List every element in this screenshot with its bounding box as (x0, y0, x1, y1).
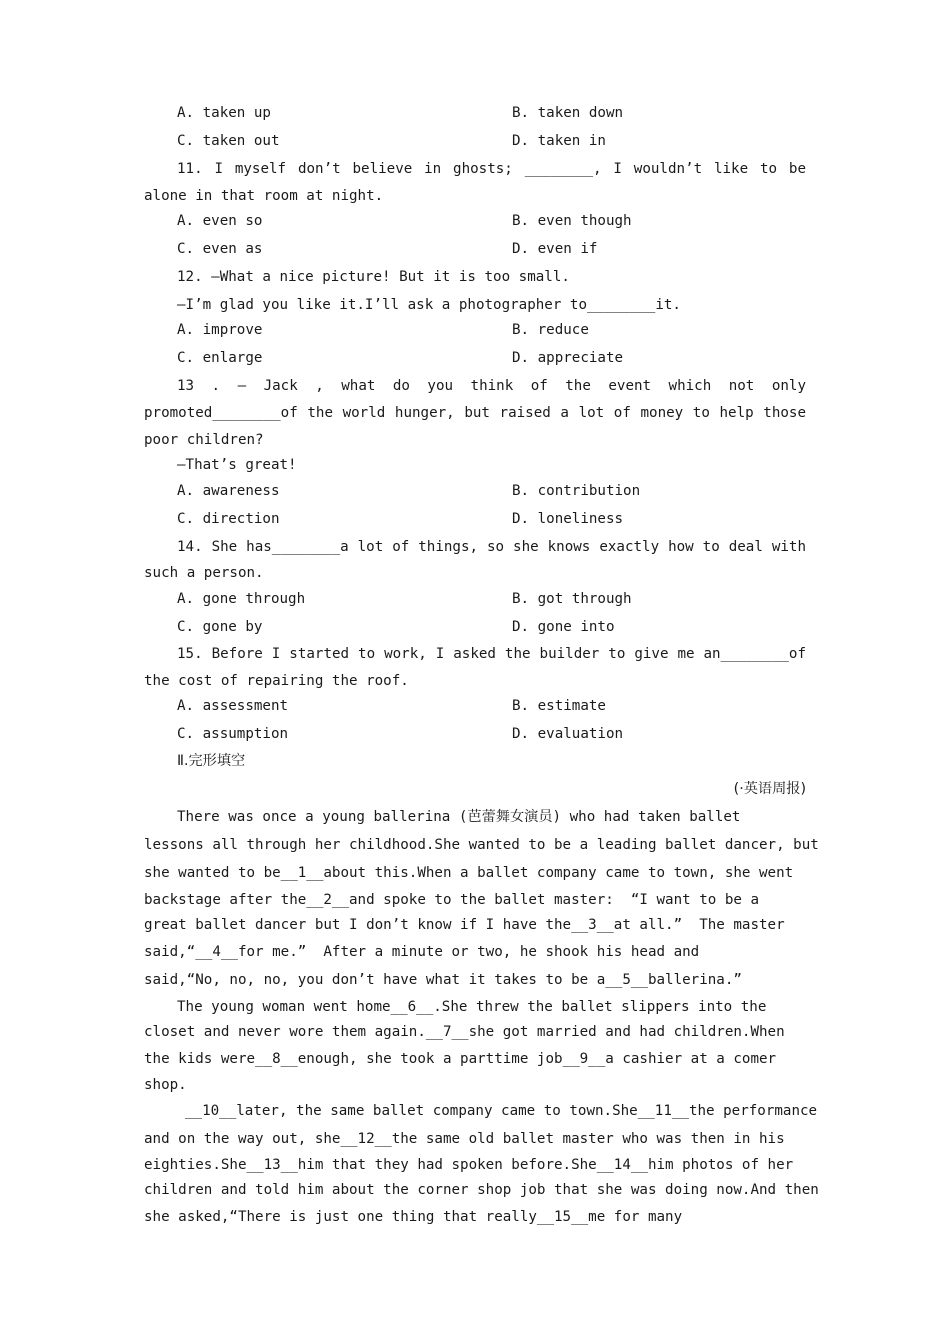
section-heading: Ⅱ.完形填空 (177, 753, 246, 769)
passage-line: shop. (144, 1077, 187, 1093)
q12-stem: 12. —What a nice picture! But it is too small. (177, 269, 570, 285)
passage-line: children and told him about the corner shop job that she was doing now.And then (144, 1182, 819, 1198)
q11-stem: 11. I myself don’t believe in ghosts; ________, I wouldn’t like to be (177, 161, 806, 177)
q15-option-c: C. assumption (177, 726, 289, 742)
q15-stem: 15. Before I started to work, I asked the builder to give me an________of (177, 646, 806, 662)
q13-reply: —That’s great! (177, 457, 297, 473)
q11-option-a: A. even so (177, 213, 263, 229)
q14-option-a: A. gone through (177, 591, 306, 607)
q10-option-c: C. taken out (177, 133, 280, 149)
passage-line: said,“No, no, no, you don’t have what it takes to be a__5__ballerina.” (144, 972, 742, 988)
q10-option-b: B. taken down (512, 105, 624, 121)
passage-line: great ballet dancer but I don’t know if I have the__3__at all.” The master (144, 917, 785, 933)
q13-option-d: D. loneliness (512, 511, 624, 527)
q10-option-d: D. taken in (512, 133, 606, 149)
q15-stem-cont: the cost of repairing the roof. (144, 673, 409, 689)
passage-line: __10__later, the same ballet company came to town.She__11__the performance (185, 1103, 818, 1119)
passage-line: the kids were__8__enough, she took a parttime job__9__a cashier at a comer (144, 1051, 777, 1067)
passage-line: There was once a young ballerina (芭蕾舞女演员) who had taken ballet (177, 809, 741, 825)
q13-option-a: A. awareness (177, 483, 280, 499)
q11-option-c: C. even as (177, 241, 263, 257)
q13-option-b: B. contribution (512, 483, 641, 499)
q10-option-a: A. taken up (177, 105, 271, 121)
q12-option-a: A. improve (177, 322, 263, 338)
q14-option-b: B. got through (512, 591, 632, 607)
q15-option-a: A. assessment (177, 698, 289, 714)
q13-stem-end: poor children? (144, 432, 264, 448)
q12-reply: —I’m glad you like it.I’ll ask a photographer to________it. (177, 297, 681, 313)
q14-option-c: C. gone by (177, 619, 263, 635)
q13-option-c: C. direction (177, 511, 280, 527)
q14-stem: 14. She has________a lot of things, so she knows exactly how to deal with (177, 539, 806, 555)
q12-option-b: B. reduce (512, 322, 589, 338)
source-label: (·英语周报) (733, 781, 806, 797)
q11-stem-cont: alone in that room at night. (144, 188, 384, 204)
q14-stem-cont: such a person. (144, 565, 264, 581)
passage-line: eighties.She__13__him that they had spoken before.She__14__him photos of her (144, 1157, 794, 1173)
q12-option-c: C. enlarge (177, 350, 263, 366)
q13-stem-cont: promoted________of the world hunger, but raised a lot of money to help those (144, 405, 806, 421)
passage-line: backstage after the__2__and spoke to the ballet master: “I want to be a (144, 892, 759, 908)
passage-line: she asked,“There is just one thing that really__15__me for many (144, 1209, 683, 1225)
q15-option-b: B. estimate (512, 698, 606, 714)
passage-line: and on the way out, she__12__the same old ballet master who was then in his (144, 1131, 785, 1147)
q12-option-d: D. appreciate (512, 350, 624, 366)
q11-option-b: B. even though (512, 213, 632, 229)
q14-option-d: D. gone into (512, 619, 615, 635)
passage-line: The young woman went home__6__.She threw the ballet slippers into the (177, 999, 767, 1015)
passage-line: closet and never wore them again.__7__she got married and had children.When (144, 1024, 785, 1040)
passage-line: said,“__4__for me.” After a minute or two, he shook his head and (144, 944, 700, 960)
q13-stem: 13 . — Jack , what do you think of the event which not only (177, 378, 806, 394)
passage-line: lessons all through her childhood.She wanted to be a leading ballet dancer, but (144, 837, 819, 853)
q15-option-d: D. evaluation (512, 726, 624, 742)
q11-option-d: D. even if (512, 241, 598, 257)
passage-line: she wanted to be__1__about this.When a ballet company came to town, she went (144, 865, 794, 881)
